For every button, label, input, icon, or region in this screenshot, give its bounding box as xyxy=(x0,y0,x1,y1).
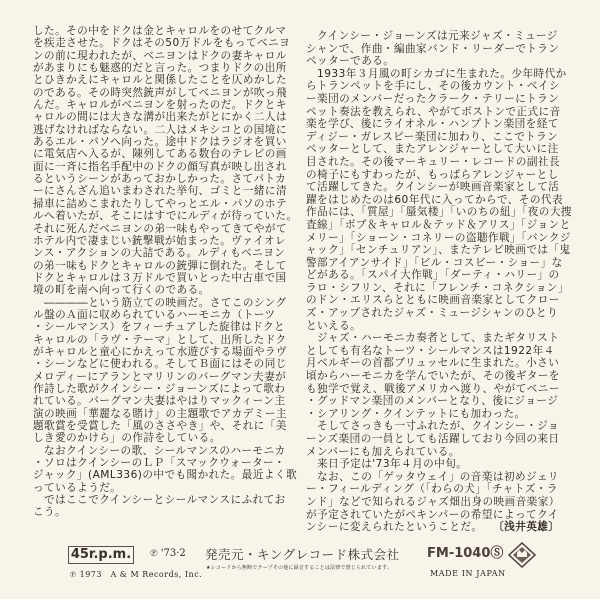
text-line-content: ンス・アクションの大詰である。ルディもベニヨン xyxy=(33,247,286,260)
text-line-content: ペッターである。 xyxy=(306,55,395,68)
text-line-content: 頃からハーモニカを学んでいたが、その後ギターを xyxy=(306,370,560,383)
text-line-content: ーにさんざん追いまわされた挙句、ゴミと一緒に清 xyxy=(33,185,288,198)
text-line xyxy=(306,55,568,68)
text-line xyxy=(306,420,568,433)
text-line xyxy=(33,25,295,37)
text-line-content: ャック」「センチュリアン」、またテレビ映画では「鬼 xyxy=(306,244,571,257)
text-line xyxy=(306,446,568,459)
text-line-content: れている。バーグマン夫妻はやはりマックィーン主 xyxy=(33,395,286,408)
text-line-content: 躍をはじめたのは60年代に入ってからで、その代表 xyxy=(306,193,564,206)
text-line xyxy=(306,370,568,383)
text-line xyxy=(306,307,568,320)
copyright-line: ℗ 1973 A & M Records, Inc. xyxy=(70,570,203,579)
text-line-content: とひきかえにキャロルと関係したことを仄めかした xyxy=(33,74,288,87)
text-line-content: 来日予定は'73年４月の中旬。 xyxy=(306,458,468,471)
text-line xyxy=(306,30,568,43)
text-line-content: ジャック」(AML336)の中でも聞かれた。最近よく歌 xyxy=(33,469,297,482)
text-line-content: 1933年３月風の町シカゴに生まれた。少年時代か xyxy=(306,67,567,80)
text-line xyxy=(306,282,568,295)
text-line xyxy=(306,471,568,484)
left-column-text xyxy=(33,25,298,519)
text-line xyxy=(33,445,295,457)
text-line xyxy=(33,210,298,223)
text-line xyxy=(306,357,568,370)
text-line-content: らトランペットを手にし、その後カウント・ベイシ xyxy=(306,80,561,93)
text-line xyxy=(306,156,568,169)
text-line-content: ではここでクインシーとシールマンスにふれてお xyxy=(33,494,286,507)
text-line-content: ペッターとして、またアレンジャーとして大いに注 xyxy=(306,143,559,156)
made-in-japan: MADE IN JAPAN xyxy=(430,569,506,578)
text-line xyxy=(306,231,571,245)
text-line xyxy=(306,458,568,471)
text-line-content: 月ベルギーの首都ブリュッセルに生まれた。小さい xyxy=(306,357,560,370)
text-line xyxy=(306,93,568,106)
text-line xyxy=(306,143,568,156)
text-line-content: キャロルの「ラヴ・テーマ」として、出所したドク xyxy=(33,333,287,346)
text-line-content: ・シールマンス）をフィーチュアした旋律はドクと xyxy=(33,321,286,334)
text-line-content: しき愛のかけら」の作詩をしている。 xyxy=(33,432,221,445)
catalog-number: FM-1040Ⓢ xyxy=(427,546,504,561)
text-line xyxy=(33,37,295,49)
text-line xyxy=(33,334,295,346)
text-line-content: 逃げなければならない。二人はメキシコとの国境に xyxy=(33,123,287,136)
text-line-content: なおクインシーの歌、シールマンスのハーモニカ xyxy=(33,444,286,457)
copy-notice: ★レコードから無断でテープその他に録音することは法律で禁じられています。 xyxy=(206,565,393,571)
text-line xyxy=(33,346,295,358)
text-line-content: んだ。キャロルがベニヨンを射ったのだ。ドクとキ xyxy=(33,99,287,112)
text-line xyxy=(306,181,568,194)
text-line-content: 面に一斉に指名手配中のドクの顔写真が映し出され xyxy=(33,160,287,173)
text-line xyxy=(33,223,295,235)
text-line xyxy=(306,408,568,421)
text-line xyxy=(33,111,295,123)
text-line-content: て活躍してきた。クインシーが映画音楽家として活 xyxy=(306,181,560,194)
text-line xyxy=(33,309,295,321)
text-line xyxy=(33,50,295,62)
text-line xyxy=(33,247,295,259)
text-line-content: それに死んだベニヨンの弟一味もやってきてやがて xyxy=(33,222,288,235)
text-line-content: した。その中をドクは金とキャロルをのせてクルマ xyxy=(33,25,287,37)
text-line xyxy=(306,509,568,522)
text-line-content: ャロルの間には大きな溝が出来たがとにかく二人は xyxy=(33,111,288,124)
text-line-content: ・グッドマン楽団のメンバーとなり、後にジョージ xyxy=(306,395,559,408)
text-line xyxy=(306,194,568,207)
text-line-content: が予定されていたがペキンパーの希望によってクイ xyxy=(306,508,559,521)
text-line-content: の弟一味もドクとキャロルの銃弾に倒れた。そして xyxy=(33,259,287,272)
text-line xyxy=(306,80,568,93)
text-line-content: なお、この「ゲッタウェイ」の音楽は初めジェリ xyxy=(306,470,559,483)
king-records-logo-icon xyxy=(508,542,536,568)
text-line xyxy=(306,345,568,358)
text-line-content: ラロ・シフリン、それに「フレンチ・コネクション」 xyxy=(306,281,569,294)
text-line-content: の椅子にもすわったが、もっぱらアレンジャーとし xyxy=(306,168,559,181)
distributor-name: 発売元・キングレコード株式会社 xyxy=(205,547,400,562)
text-line-content: ル盤のＡ面に収められているハーモニカ（トーツ xyxy=(33,308,276,321)
text-line xyxy=(306,106,568,119)
text-line xyxy=(306,68,568,81)
text-line-content: 作詩した歌がクインシー・ジョーンズによって歌わ xyxy=(33,382,286,395)
text-line xyxy=(33,148,295,160)
text-line xyxy=(306,521,568,534)
text-line xyxy=(33,321,295,333)
text-line xyxy=(33,457,295,469)
text-line-content: メロディーにアランとマリリンのバーグマン夫妻が xyxy=(33,370,287,383)
text-line-content: ズ・アップされたジャズ・ミュージシャンのひとり xyxy=(306,307,559,320)
text-line xyxy=(33,74,295,86)
text-line-content: どがある。「スパイ大作戦」「ダーティ・ハリー」の xyxy=(306,269,560,282)
text-line-content: があまりにも魅惑的だと言った。つまりドクの出所 xyxy=(33,62,287,75)
text-line-content: ジャズ・ハーモニカ奏者として、またギタリスト xyxy=(306,332,560,345)
text-line xyxy=(33,185,295,197)
text-line-content: としても有名なトーツ・シールマンスは1922年４ xyxy=(306,344,555,357)
text-line-content: のである。その時突然銃声がしてベニヨンが吹っ飛 xyxy=(33,86,288,99)
text-line xyxy=(306,332,568,345)
text-line xyxy=(306,244,571,257)
text-line-content: シャンで、作曲・編曲家バンド・リーダーでトラン xyxy=(306,42,560,55)
text-line xyxy=(33,272,295,284)
text-line-content: ーンズ楽団の一員としても活躍しており今回の来日 xyxy=(306,433,560,445)
text-line-content: クインシー・ジョーンズは元来ジャズ・ミュージ xyxy=(306,30,558,42)
text-line xyxy=(33,506,295,518)
text-line xyxy=(306,206,572,219)
text-line xyxy=(33,408,295,420)
text-line-content: 境の町を南へ向って行くのである。 xyxy=(33,284,210,297)
text-line-content: ・シアリング・クインテットにも加わった。 xyxy=(306,407,526,420)
text-line-content: に電気店へ入るが、陳列してある数台のテレビの画 xyxy=(33,148,287,161)
text-line-content: ・シーンなどに使われる。そしてＢ面にはその同じ xyxy=(33,358,287,371)
text-line xyxy=(306,43,568,56)
text-line xyxy=(33,383,295,395)
text-line-content: 楽を学び、後にライオネル・ハンプトン楽団を経て xyxy=(306,118,559,131)
text-line-content: がキャロルと童心にかえって水遊びする場面やラヴ xyxy=(33,345,288,358)
text-line-content: も独学で覚え、戦後アメリカへ渡り、やがてベニー xyxy=(306,382,560,395)
text-line-content: 目された。その後マーキュリー・レコードの副社長 xyxy=(306,155,561,168)
text-line xyxy=(306,320,568,333)
text-line xyxy=(306,294,568,307)
text-line xyxy=(33,99,295,111)
text-line xyxy=(33,395,295,407)
text-line-content: そしてさっきも一寸ふれたが、クインシー・ジョ xyxy=(306,420,559,433)
text-line xyxy=(306,169,568,182)
text-line xyxy=(306,496,568,509)
text-line-content: ルへ着いたが、そこにはすでにルディが待っていた。 xyxy=(33,210,298,223)
text-line-content: ・ソロはクインシーのＬＰ「スマックウォーター・ xyxy=(33,457,286,470)
phonogram-date: ℗ '73·2 xyxy=(150,548,186,559)
text-line xyxy=(33,198,295,210)
text-line xyxy=(33,482,295,494)
text-line xyxy=(33,469,295,481)
text-line-content: るというシーンがあっておかしかった。さてパトカ xyxy=(33,173,287,186)
text-line xyxy=(306,269,568,282)
text-line-content: ンの前に現われたが、ベニヨンはドクの妻キャロル xyxy=(33,49,287,62)
text-line-content: っているようだ。 xyxy=(33,481,122,494)
text-line xyxy=(33,161,295,173)
text-line xyxy=(33,62,295,74)
text-line xyxy=(306,118,568,131)
text-line xyxy=(33,136,295,148)
text-line-content: 査線」「ボブ＆キャロル＆テッド＆アリス」「ジョンと xyxy=(306,218,571,231)
text-line xyxy=(306,483,568,496)
text-line-content: ホテル内で凄まじい銃撃戦が始まった。ヴァイオレ xyxy=(33,234,287,247)
text-line xyxy=(33,260,295,272)
text-line-content: ドクとキャロルは３万ドルで買いとった中古車で国 xyxy=(33,271,287,284)
text-line-content: ンシーに変えられたということだ。 xyxy=(306,521,483,534)
author-signature: 〔浅井英雄〕 xyxy=(498,521,560,534)
text-line-content: 作品には、「質屋」「蜃気楼」「いのちの紐」「夜の大捜 xyxy=(306,206,572,219)
speed-label: 45r.p.m. xyxy=(68,546,134,564)
text-line-content: ンド」などで知られるジャズ畑出身の映画音楽家） xyxy=(306,495,560,508)
text-line xyxy=(33,297,295,309)
text-line-content: といえる。 xyxy=(306,319,362,332)
text-line xyxy=(33,432,295,444)
text-line-content: メンバーにも加えられている。 xyxy=(306,445,460,458)
text-line xyxy=(33,173,295,185)
text-line xyxy=(33,87,295,99)
text-line-content: ディジー・ガレスピー楽団に加わり、ここでトラン xyxy=(306,130,559,143)
text-line xyxy=(306,131,568,144)
text-line-content: 警部アイアンサイド」「ビル・コスビー・ショー」な xyxy=(306,256,563,269)
right-column-text xyxy=(306,30,572,534)
text-line xyxy=(33,124,295,136)
text-line xyxy=(306,395,568,408)
text-line xyxy=(33,494,295,506)
text-line-content: メリー」「ショーン・コネリーの盗聴作戦」「バンクジ xyxy=(306,231,571,244)
text-line xyxy=(306,218,571,232)
text-line xyxy=(306,433,568,446)
text-line-content: ー・フィールディング（「わらの犬」「チャトズ・ラ xyxy=(306,483,558,496)
text-line xyxy=(33,420,295,432)
text-line xyxy=(33,371,295,383)
text-line xyxy=(306,383,568,396)
text-line-content: 掃車に詰めこまれたりしてやっとエル・パソのホテ xyxy=(33,197,288,210)
text-line-content: あるエル・パソへ向った。途中ドクはラジオを買い xyxy=(33,136,287,149)
text-line xyxy=(33,284,295,296)
text-line xyxy=(33,358,295,370)
text-line xyxy=(33,235,295,247)
text-line-content: ー楽団のメンバーだったクラーク・テリーにトラン xyxy=(306,92,560,105)
text-line-content: ペット奏法を教えられ、やがてボストンで正式に音 xyxy=(306,105,561,118)
text-line-content: 題歌賞を受賞した「風のささやき」や、それに「美 xyxy=(33,420,287,432)
text-line-content: 演の映画「華麗なる賭け」の主題歌でアカデミー主 xyxy=(33,407,287,420)
text-line-content: ――――という筋立ての映画だ。さてこのシング xyxy=(33,296,287,309)
text-line xyxy=(306,257,568,270)
text-line-content: こう。 xyxy=(33,506,67,519)
text-line-content: を疾走させた。ドクはその50万ドルをもってベニヨ xyxy=(33,37,291,50)
text-line-content: のドン・エリスらとともに映画音楽家としてクロー xyxy=(306,294,560,307)
